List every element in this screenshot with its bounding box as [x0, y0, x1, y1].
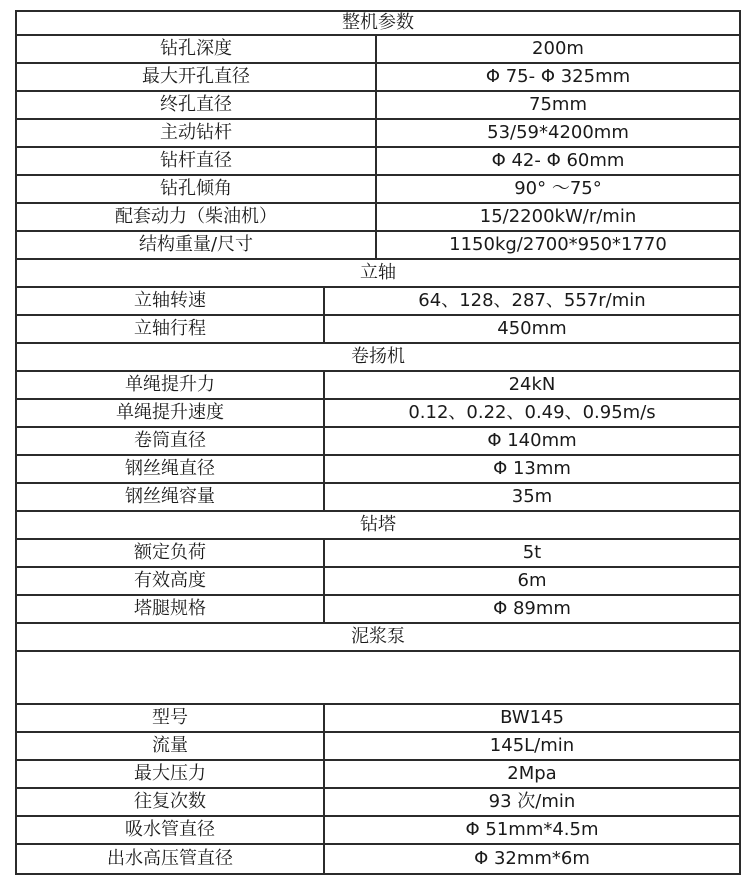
spec-row: [17, 400, 739, 428]
spec-value: 145L/min: [489, 735, 575, 756]
spec-value: 64、128、287、557r/min: [418, 290, 646, 311]
spec-row: [17, 705, 739, 733]
spec-label: 最大开孔直径: [17, 64, 377, 90]
spec-row: [17, 845, 739, 873]
spec-label: 有效高度: [17, 568, 325, 594]
spec-value: 2Mpa: [507, 763, 557, 784]
spec-label: 额定负荷: [17, 540, 325, 566]
spec-label: 塔腿规格: [17, 596, 325, 622]
spec-row: [17, 428, 739, 456]
spec-row: [17, 92, 739, 120]
section-header: 钻塔: [360, 514, 396, 535]
spec-value: 35m: [511, 486, 553, 507]
spec-value: 93 次/min: [488, 791, 576, 812]
spec-label: 最大压力: [17, 761, 325, 787]
spec-row: [17, 316, 739, 344]
spec-label: 往复次数: [17, 789, 325, 815]
spec-value: 1150kg/2700*950*1770: [449, 234, 667, 255]
spec-value: BW145: [500, 707, 564, 728]
spec-value: 6m: [517, 570, 547, 591]
spec-value: 15/2200kW/r/min: [479, 206, 637, 227]
spec-label: 吸水管直径: [17, 817, 325, 843]
spec-row: [17, 288, 739, 316]
spec-value: 90° ～75°: [514, 178, 602, 199]
spec-row: [17, 176, 739, 204]
spec-label: 钻孔倾角: [17, 176, 377, 202]
spec-row: [17, 789, 739, 817]
spec-label: 钢丝绳直径: [17, 456, 325, 482]
spec-row: [17, 484, 739, 512]
spec-row: [17, 36, 739, 64]
spec-value: Φ 140mm: [487, 430, 577, 451]
spec-label: 钻孔深度: [17, 36, 377, 62]
spec-label: 单绳提升速度: [17, 400, 325, 426]
spec-label: 出水高压管直径: [17, 845, 325, 873]
spec-table: [15, 10, 741, 875]
spec-row: [17, 733, 739, 761]
section-header: 立轴: [360, 262, 396, 283]
section-header: 卷扬机: [351, 346, 405, 367]
spec-value: 53/59*4200mm: [487, 122, 629, 143]
spec-label: 流量: [17, 733, 325, 759]
spec-row: [17, 568, 739, 596]
spec-label: 型号: [17, 705, 325, 731]
spec-row: [17, 596, 739, 624]
spec-row: [17, 456, 739, 484]
spec-value: Φ 32mm*6m: [474, 848, 590, 869]
spec-row: [17, 540, 739, 568]
section-header: 泥浆泵: [351, 626, 405, 647]
blank-row: [17, 652, 739, 705]
spec-value: 5t: [522, 542, 542, 563]
spec-row: [17, 761, 739, 789]
spec-label: 单绳提升力: [17, 372, 325, 398]
spec-label: 立轴转速: [17, 288, 325, 314]
spec-value: Φ 42- Φ 60mm: [491, 150, 625, 171]
spec-value: 75mm: [529, 94, 587, 115]
section-header-row: [17, 260, 739, 288]
spec-row: [17, 817, 739, 845]
spec-row: [17, 148, 739, 176]
spec-row: [17, 232, 739, 260]
spec-value: 450mm: [497, 318, 567, 339]
spec-label: 卷筒直径: [17, 428, 325, 454]
spec-value: 0.12、0.22、0.49、0.95m/s: [408, 402, 656, 423]
spec-label: 立轴行程: [17, 316, 325, 342]
table-title: 整机参数: [342, 12, 414, 33]
spec-label: 钻杆直径: [17, 148, 377, 174]
spec-row: [17, 204, 739, 232]
section-header-row: [17, 624, 739, 652]
spec-row: [17, 64, 739, 92]
spec-label: 钢丝绳容量: [17, 484, 325, 510]
spec-value: Φ 51mm*4.5m: [465, 819, 599, 840]
spec-row: [17, 372, 739, 400]
spec-label: 配套动力（柴油机）: [17, 204, 377, 230]
spec-label: 主动钻杆: [17, 120, 377, 146]
spec-label: 终孔直径: [17, 92, 377, 118]
spec-label: 结构重量/尺寸: [17, 232, 377, 258]
spec-value: Φ 89mm: [493, 598, 571, 619]
spec-value: 200m: [532, 38, 584, 59]
table-title-row: [17, 12, 739, 36]
spec-value: Φ 13mm: [493, 458, 571, 479]
section-header-row: [17, 512, 739, 540]
section-header-row: [17, 344, 739, 372]
spec-value: Φ 75- Φ 325mm: [485, 66, 631, 87]
spec-value: 24kN: [508, 374, 556, 395]
spec-row: [17, 120, 739, 148]
